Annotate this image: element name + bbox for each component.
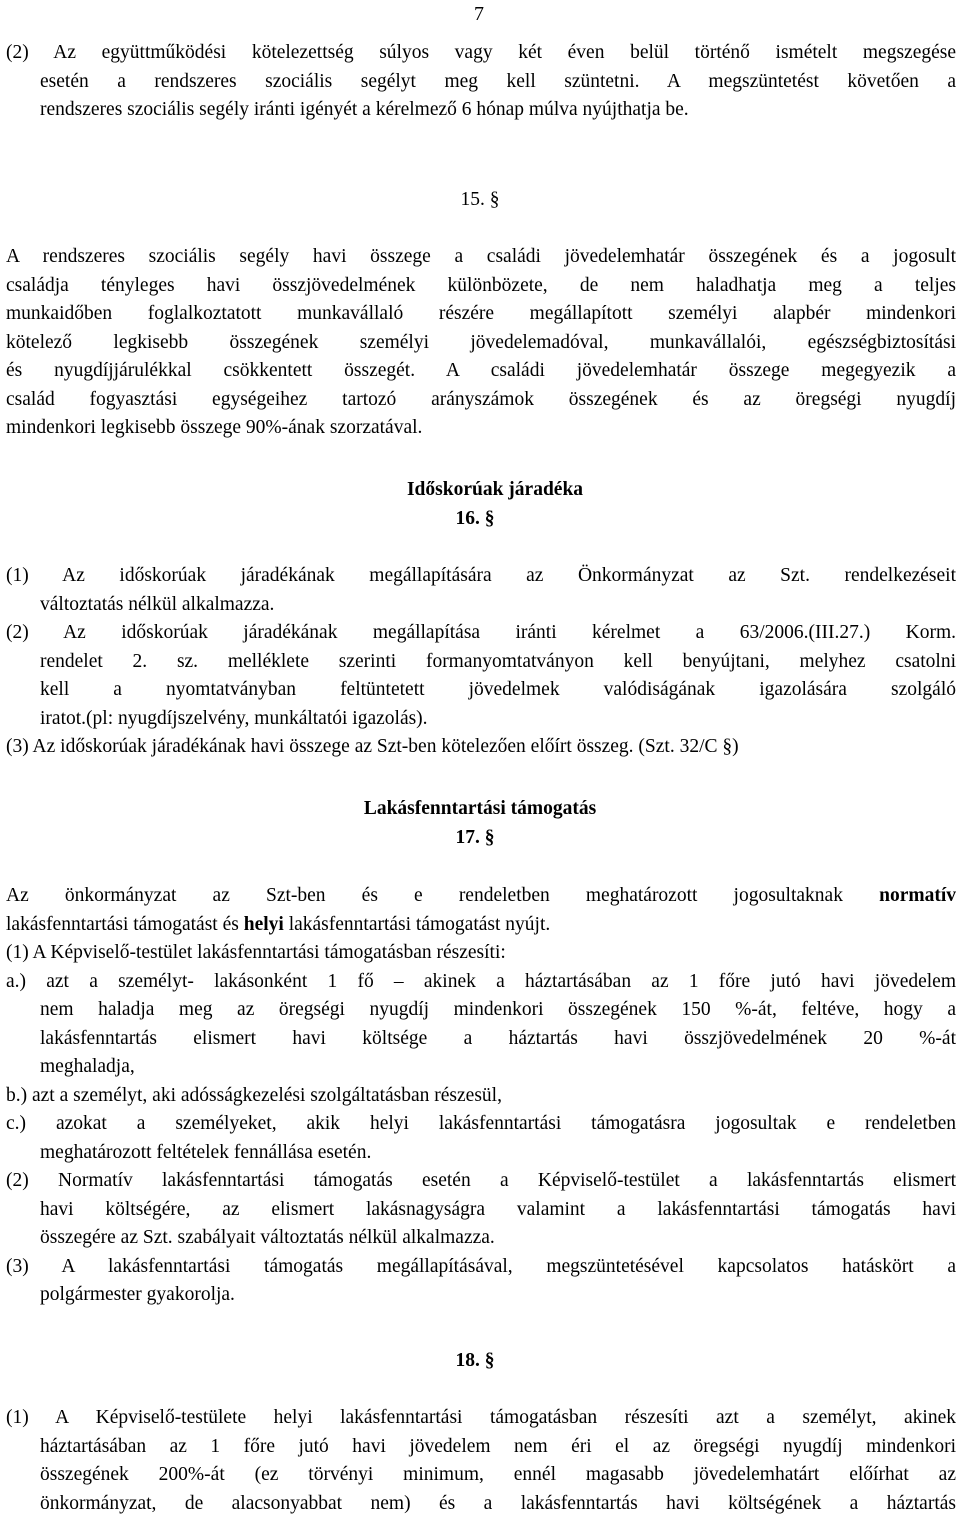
text-line: háztartásában az 1 főre jutó havi jövedelem nem éri el az öregségi nyugdíj mindenkori [40,1435,956,1457]
text-line: összegének 200%-át (ez törvényi minimum, ennél magasabb jövedelemhatárt előírhat az [40,1464,956,1485]
section-16-body [6,562,956,762]
section-14-paragraph-2 [6,39,956,125]
text-line: családja tényleges havi összjövedelmének különbözete, de nem haladhatja meg a teljes [6,274,956,296]
bold-term-helyi: helyi [243,913,284,935]
text-line: kötelező legkisebb összegének személyi jövedelemadóval, munkavállalói, egészségbiztosítási [6,331,956,353]
section-15-heading: 15. § [460,189,500,210]
section-18-heading: 18. § [455,1350,495,1371]
text-line: (2) Az együttműködési kötelezettség súlyos vagy két éven belül történő ismételt megszegése [6,42,956,63]
text-line: (2) Normatív lakásfenntartási támogatás esetén a Képviselő-testület a lakásfenntartás elismert [6,1170,956,1191]
text-line: b.) azt a személyt, aki adósságkezelési szolgáltatásban részesül, [6,1084,502,1106]
section-16-title: Időskorúak járadéka [406,479,584,500]
page-number: 7 [474,3,484,25]
text-line: (3) A lakásfenntartási támogatás megállapításával, megszüntetésével kapcsolatos hatáskört a [6,1255,956,1277]
text-line: változtatás nélkül alkalmazza. [40,593,275,615]
text-line: (2) Az időskorúak járadékának megállapítása iránti kérelmet a 63/2006.(III.27.) Korm. [6,622,956,643]
text-line: önkormányzat, de alacsonyabbat nem) és a lakásfenntartás havi költségének a háztartás [40,1492,956,1514]
text-line [6,911,956,940]
text-line: esetén a rendszeres szociális segélyt meg kell szüntetni. A megszüntetést követően a [40,70,956,92]
text-line: (1) A Képviselő-testülete helyi lakásfenntartási támogatásban részesíti azt a személyt, akinek [6,1407,956,1428]
section-15-body [6,243,956,443]
text-line: rendelet 2. sz. melléklete szerinti formanyomtatványon kell benyújtani, melyhez csatolni [40,650,956,672]
text-line: (3) Az időskorúak járadékának havi összege az Szt-ben kötelezően előírt összeg. (Szt. 32/C §) [6,736,739,757]
text-line: havi költségére, az elismert lakásnagyságra valamint a lakásfenntartási támogatás havi [40,1198,956,1220]
section-16-heading: 16. § [455,508,495,529]
text-line: polgármester gyakorolja. [40,1284,235,1305]
text-line: mindenkori legkisebb összege 90%-ának szorzatával. [6,417,423,438]
text-line: kell a nyomtatványban feltüntetett jövedelmek valódiságának igazolására szolgáló [40,679,956,700]
section-17-body [6,882,956,1310]
text-line: meghatározott feltételek fennállása esetén. [40,1141,372,1163]
text-line: (1) A Képviselő-testület lakásfenntartási támogatásban részesíti: [6,942,506,963]
text-line: nem haladja meg az öregségi nyugdíj mindenkori összegének 150 %-át, feltéve, hogy a [40,999,956,1020]
text-fragment: lakásfenntartási támogatást és [6,913,244,935]
text-line: A rendszeres szociális segély havi összege a családi jövedelemhatár összegének és a jogosult [6,246,956,267]
bold-term-normativ: normatív [879,885,956,906]
text-line: összegére az Szt. szabályait változtatás nélkül alkalmazza. [40,1227,495,1248]
section-18-body [6,1404,956,1518]
text-line: (1) Az időskorúak járadékának megállapítására az Önkormányzat az Szt. rendelkezéseit [6,565,956,586]
text-line: a.) azt a személyt- lakásonként 1 fő – akinek a háztartásában az 1 főre jutó havi jövedelem [6,970,956,992]
text-line: c.) azokat a személyeket, akik helyi lakásfenntartási támogatásra jogosultak e rendeletben [6,1113,956,1134]
text-line: lakásfenntartás elismert havi költsége a háztartás havi összjövedelmének 20 %-át [40,1027,956,1049]
text-fragment: lakásfenntartási támogatást nyújt. [283,913,551,935]
text-line: család fogyasztási egységeihez tartozó arányszámok összegének és az öregségi nyugdíj [6,388,956,410]
section-17-heading: 17. § [455,827,495,848]
text-line: rendszeres szociális segély iránti igényét a kérelmező 6 hónap múlva nyújthatja be. [40,99,689,120]
section-17-title: Lakásfenntartási támogatás [363,798,597,819]
text-line: és nyugdíjjárulékkal csökkentett összegét. A családi jövedelemhatár összege megegyezik a [6,360,956,381]
text-fragment: Az önkormányzat az Szt-ben és e rendeletben meghatározott jogosultaknak [6,885,880,906]
text-line: meghaladja, [40,1056,135,1077]
text-line: iratot.(pl: nyugdíjszelvény, munkáltatói igazolás). [40,707,428,729]
text-line [6,882,956,911]
text-line: munkaidőben foglalkoztatott munkavállaló részére megállapított személyi alapbér mindenkori [6,303,956,324]
